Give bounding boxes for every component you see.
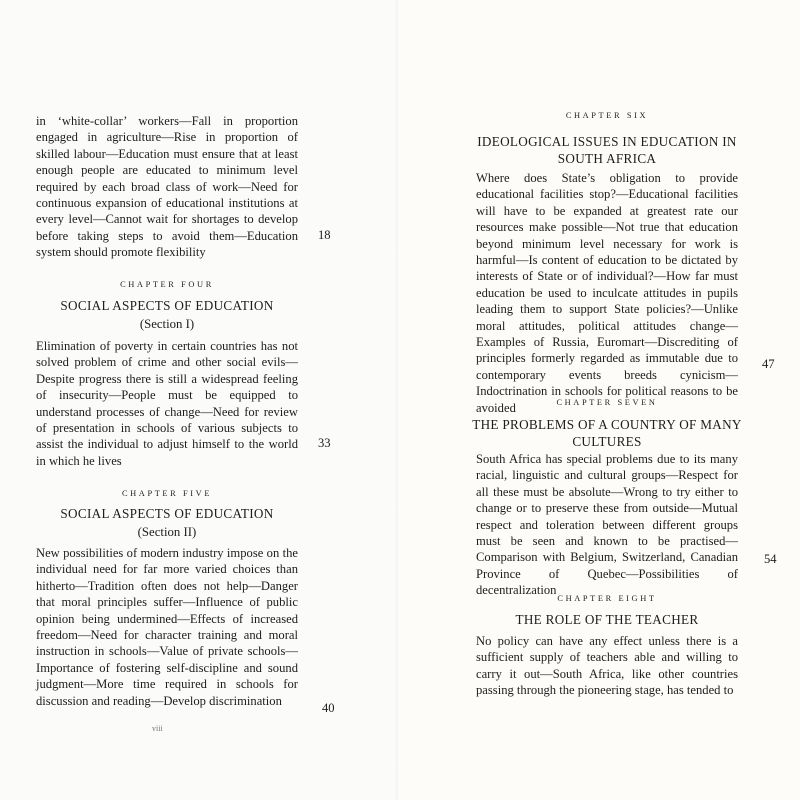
chapter-six-title: IDEOLOGICAL ISSUES IN EDUCATION IN SOUTH AFRICA — [477, 134, 737, 166]
chapter-eight-summary: No policy can have any effect unless there is a sufficient supply of teachers able and willing to carry it out—South Africa, like other countries passing through the pioneering stage, has tended to — [476, 634, 738, 698]
chapter-seven-summary: South Africa has special problems due to its many racial, linguistic and cultural groups—Respect for all these must be absolute—Wrong to try either to change or to preserve these from outside—Mutual respect and toleration between different groups must be seen and known to be practised—Comparison with Belgium, Switzerland, Canadian Province of Quebec—Possibilities of decentralization — [476, 452, 738, 598]
chapter-four-label: CHAPTER FOUR — [120, 280, 214, 289]
chapter-eight-title: THE ROLE OF THE TEACHER — [515, 612, 699, 627]
chapter-four-subtitle: (Section I) — [139, 317, 195, 331]
chapter-five-label: CHAPTER FIVE — [121, 489, 213, 498]
chapter-five-subtitle: (Section II) — [137, 525, 197, 539]
chapter-six-label: CHAPTER SIX — [565, 111, 649, 120]
page-number-47: 47 — [762, 357, 775, 371]
chapter-four-summary: Elimination of poverty in certain countries has not solved problem of crime and other social evils—Despite progress there is still a widespread feeling of insecurity—People must be equipped to understand processes of change—Need for review of presentation in schools of various subjects to assist the individual to adjust himself to the world in which he lives — [36, 339, 298, 468]
chapter-five-title: SOCIAL ASPECTS OF EDUCATION — [60, 506, 274, 521]
signature-mark: viii — [152, 724, 163, 733]
chapter-three-continuation-text: in ‘white-collar’ workers—Fall in proportion engaged in agriculture—Rise in proportion of skilled labour—Education must ensure that at least enough people are educated to minimum level required by each broad class of work—Need for continuous expansion of educational institutions at every level—Cannot wait for shortages to develop before taking steps to avoid them—Education system should promote flexibility — [36, 114, 298, 260]
page-number-40: 40 — [322, 701, 335, 715]
chapter-eight-label: CHAPTER EIGHT — [557, 594, 657, 603]
chapter-four-title: SOCIAL ASPECTS OF EDUCATION — [60, 298, 274, 313]
chapter-five-summary: New possibilities of modern industry impose on the individual need for far more varied choices than hitherto—Tradition often does not help—Danger that moral principles suffer—Influence of public opinion being undermined—Effects of increased freedom—Need for character training and moral instruction in schools—Value of private schools—Importance of fostering self-discipline and sound judgment—More time required in schools for discussion and reading—Develop discrimination — [36, 546, 298, 708]
page-number-54: 54 — [764, 552, 777, 566]
right-page — [400, 0, 800, 800]
page-number-33: 33 — [318, 436, 331, 450]
chapter-seven-label: CHAPTER SEVEN — [556, 398, 658, 407]
chapter-six-summary: Where does State’s obligation to provide educational facilities stop?—Educational facilities will have to be expanded at greatest rate our resources make possible—Not true that education beyond minimum level necessary for work is harmful—Is content of education to be dictated by interests of State or of individual?—How far must education be used to inculcate attitudes in pupils leading them to support State policies?—Unlike moral attitudes, political attitudes change—Examples of Russia, Euromart—Discrediting of principles formerly regarded as immutable due to contemporary events breeds cynicism—Indoctrination in schools for political reasons to be avoided — [476, 171, 738, 415]
page-number-18: 18 — [318, 228, 331, 242]
chapter-seven-title: THE PROBLEMS OF A COUNTRY OF MANY CULTURES — [472, 417, 742, 449]
